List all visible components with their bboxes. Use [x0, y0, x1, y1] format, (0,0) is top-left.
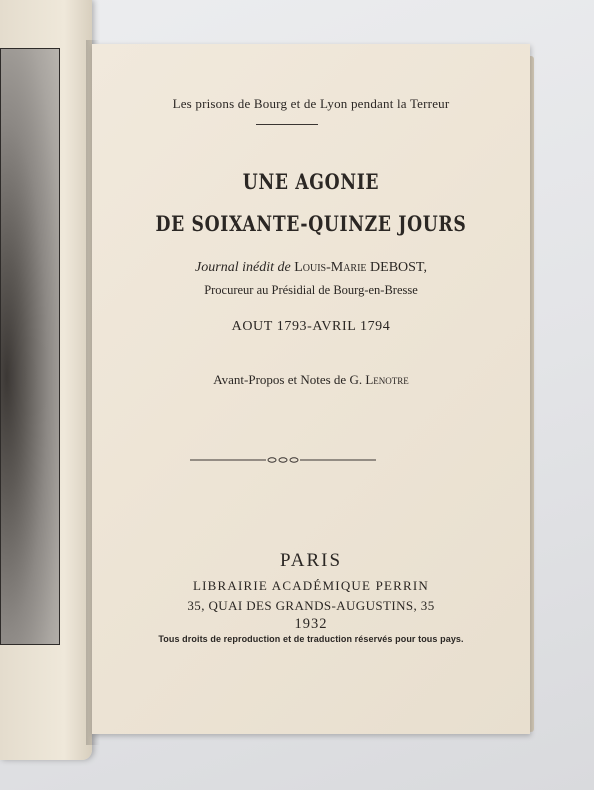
foreword-author: Lenotre [365, 372, 409, 387]
date-range: AOUT 1793-AVRIL 1794 [231, 319, 391, 334]
imprint-year: 1932 [294, 616, 328, 632]
author-position: Procureur au Présidial de Bourg-en-Bresse [204, 283, 418, 297]
journal-prefix: Journal inédit de [195, 260, 291, 275]
author-given-names: Louis-Marie [294, 260, 367, 275]
header-rule [256, 124, 318, 125]
book-title-line-2: DE SOIXANTE-QUINZE JOURS [155, 211, 467, 236]
imprint-address: 35, QUAI DES GRANDS-AUGUSTINS, 35 [187, 598, 435, 613]
author-surname: DEBOST, [370, 260, 427, 275]
series-header: Les prisons de Bourg et de Lyon pendant la Terreur [172, 96, 450, 111]
foreword-text: Avant-Propos et Notes de G. [213, 372, 363, 387]
frontispiece-portrait [0, 48, 60, 645]
facing-page [0, 0, 92, 760]
imprint-city: PARIS [279, 550, 343, 571]
foreword-credit [92, 372, 530, 388]
imprint-publisher: LIBRAIRIE ACADÉMIQUE PERRIN [192, 578, 430, 593]
rights-notice: Tous droits de reproduction et de traduction réservés pour tous pays. [158, 634, 464, 644]
title-page [92, 44, 530, 734]
book-title-line-1: UNE AGONIE [242, 169, 380, 194]
journal-credit [92, 260, 530, 276]
ornamental-rule [190, 454, 376, 466]
